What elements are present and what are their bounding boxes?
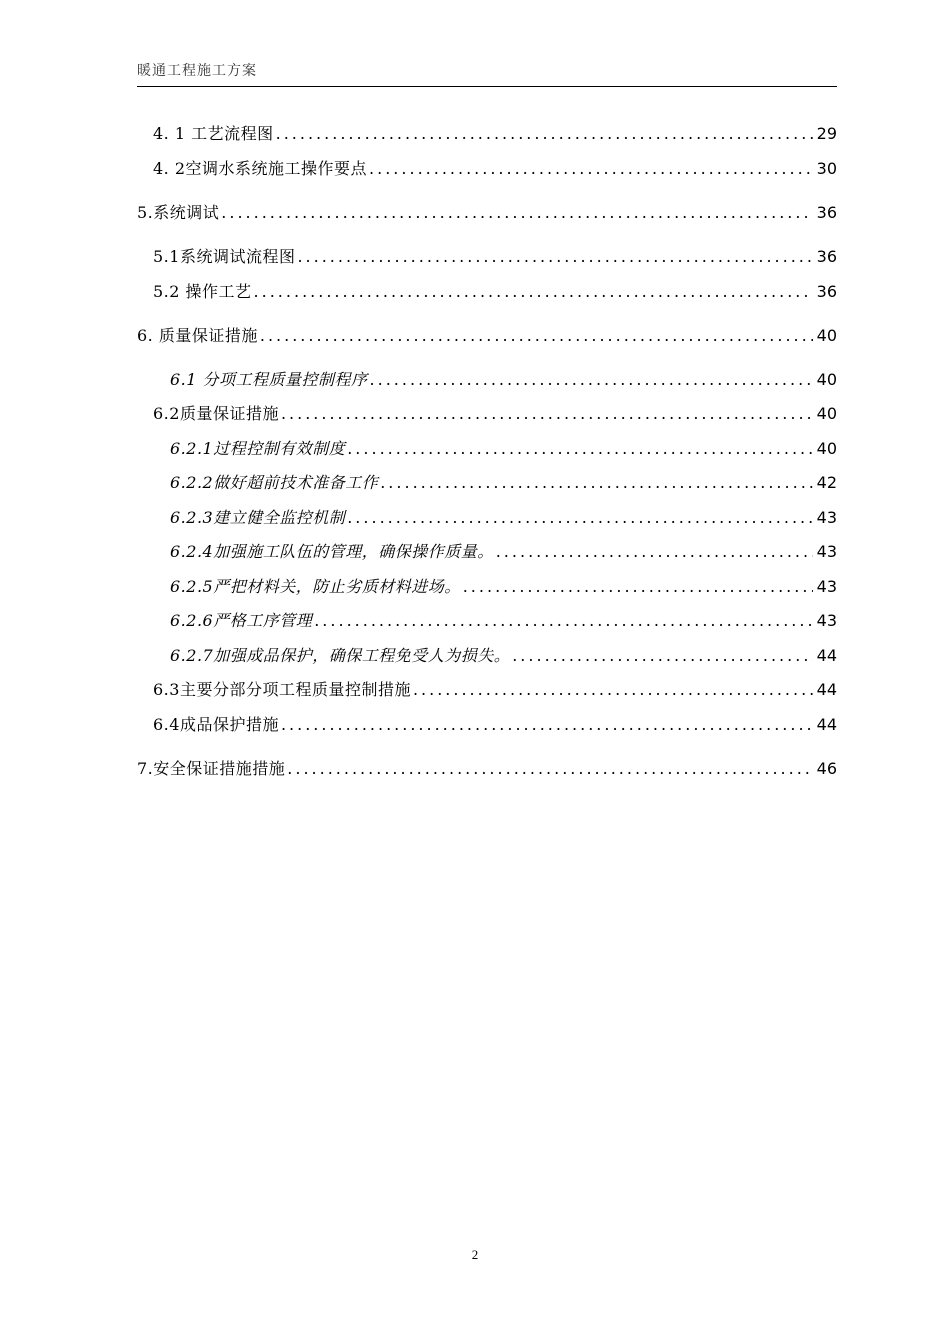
toc-dot-leader [287, 759, 812, 779]
toc-entry-label: 6.2.1过程控制有效制度 [170, 439, 346, 458]
toc-entry-label: 6. 质量保证措施 [137, 326, 258, 345]
toc-entry-label: 6.2质量保证措施 [153, 404, 279, 423]
toc-page-number: 36 [816, 282, 837, 301]
toc-entry-label: 6.2.4加强施工队伍的管理，确保操作质量。 [170, 542, 494, 561]
toc-dot-leader [254, 282, 813, 302]
toc-dot-leader [413, 680, 813, 700]
toc-dot-leader [463, 577, 813, 597]
toc-dot-leader [260, 326, 813, 346]
toc-entry-label: 4. 2空调水系统施工操作要点 [153, 159, 368, 178]
toc-dot-leader [496, 542, 813, 562]
toc-dot-leader [369, 159, 813, 179]
toc-entry[interactable] [137, 197, 837, 223]
toc-entry[interactable] [137, 502, 837, 528]
toc-entry[interactable] [137, 467, 837, 493]
toc-page-number: 36 [816, 203, 837, 222]
toc-entry[interactable] [137, 433, 837, 459]
toc-dot-leader [297, 247, 812, 267]
toc-page-number: 44 [816, 646, 837, 665]
toc-entry-label: 6.2.5严把材料关，防止劣质材料进场。 [170, 577, 461, 596]
toc-entry-label: 6.4成品保护措施 [153, 715, 279, 734]
toc-dot-leader [281, 404, 813, 424]
toc-entry[interactable] [137, 241, 837, 267]
toc-page-number: 43 [816, 508, 837, 527]
toc-page-number: 40 [816, 370, 837, 389]
toc-entry-label: 7.安全保证措施措施 [137, 759, 286, 778]
toc-page-number: 40 [816, 326, 837, 345]
toc-entry-label: 6.1 分项工程质量控制程序 [170, 370, 368, 389]
toc-dot-leader [370, 370, 813, 390]
toc-entry[interactable] [137, 320, 837, 346]
document-title: 暖通工程施工方案 [137, 63, 257, 79]
toc-entry[interactable] [137, 118, 837, 144]
toc-entry[interactable] [137, 276, 837, 302]
toc-page-number: 40 [816, 439, 837, 458]
toc-entry[interactable] [137, 571, 837, 597]
toc-entry-label: 5.1系统调试流程图 [153, 247, 296, 266]
toc-page-number: 43 [816, 542, 837, 561]
toc-entry[interactable] [137, 640, 837, 666]
toc-page-number: 43 [816, 611, 837, 630]
toc-page-number: 46 [816, 759, 837, 778]
toc-dot-leader [512, 646, 812, 666]
toc-entry[interactable] [137, 364, 837, 390]
toc-entry[interactable] [137, 536, 837, 562]
toc-dot-leader [380, 473, 812, 493]
toc-dot-leader [347, 508, 812, 528]
toc-entry[interactable] [137, 605, 837, 631]
toc-dot-leader [281, 715, 813, 735]
toc-entry[interactable] [137, 153, 837, 179]
toc-page-number: 40 [816, 404, 837, 423]
toc-entry[interactable] [137, 398, 837, 424]
toc-page-number: 42 [816, 473, 837, 492]
toc-entry-label: 5.系统调试 [137, 203, 220, 222]
toc-entry-label: 6.3主要分部分项工程质量控制措施 [153, 680, 411, 699]
toc-entry-label: 6.2.2做好超前技术准备工作 [170, 473, 379, 492]
toc-page-number: 36 [816, 247, 837, 266]
toc-entry-label: 6.2.7加强成品保护，确保工程免受人为损失。 [170, 646, 511, 665]
toc-page-number: 44 [816, 680, 837, 699]
toc-dot-leader [276, 124, 813, 144]
toc-dot-leader [221, 203, 812, 223]
toc-page-number: 29 [816, 124, 837, 143]
page-number: 2 [471, 1247, 479, 1262]
toc-entry-label: 6.2.3建立健全监控机制 [170, 508, 346, 527]
toc-dot-leader [347, 439, 812, 459]
toc-entry[interactable] [137, 753, 837, 779]
toc-page-number: 44 [816, 715, 837, 734]
toc-page-number: 43 [816, 577, 837, 596]
toc-entry-label: 6.2.6严格工序管理 [170, 611, 313, 630]
toc-entry[interactable] [137, 674, 837, 700]
toc-entry[interactable] [137, 709, 837, 735]
toc-entry-label: 5.2 操作工艺 [153, 282, 252, 301]
toc-dot-leader [314, 611, 812, 631]
page-header [137, 64, 837, 87]
toc-entry-label: 4. 1 工艺流程图 [153, 124, 274, 143]
toc-page-number: 30 [816, 159, 837, 178]
